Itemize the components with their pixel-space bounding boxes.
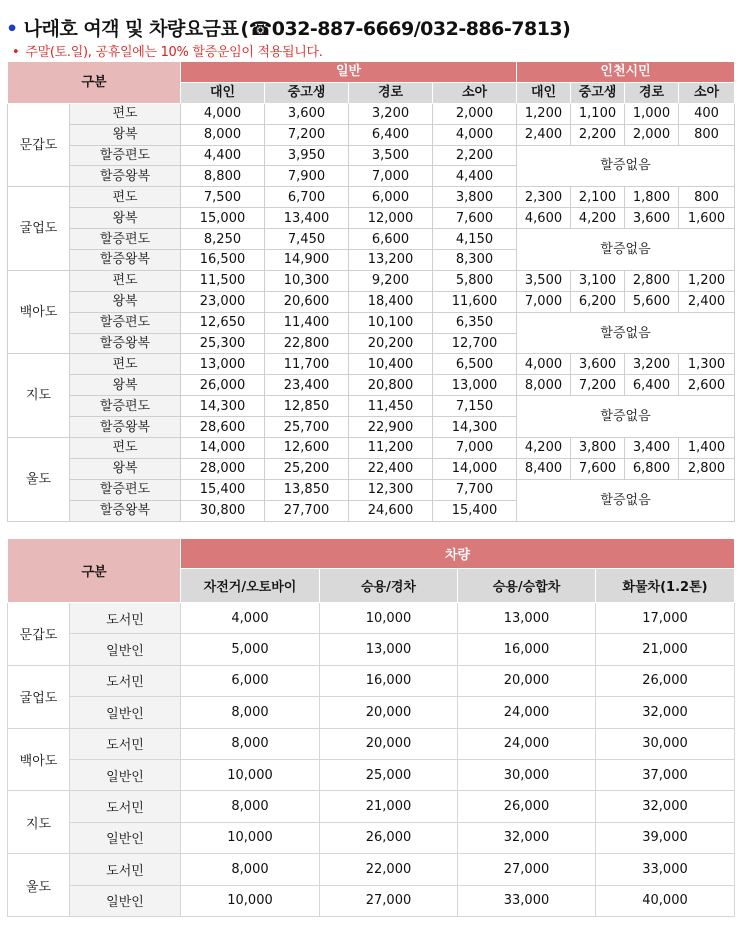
fare-type: 할증왕복	[70, 417, 181, 438]
vehicle-fare: 30,000	[596, 728, 735, 759]
citizen-fare: 3,200	[625, 354, 679, 375]
no-surcharge-label: 할증없음	[517, 312, 735, 354]
general-fare: 28,600	[181, 417, 265, 438]
citizen-fare: 2,100	[571, 187, 625, 208]
general-fare: 2,200	[433, 145, 517, 166]
table-row	[8, 822, 735, 853]
general-fare: 26,000	[181, 375, 265, 396]
resident-type: 일반인	[70, 822, 181, 853]
table-row	[8, 479, 735, 500]
header-citizen-child: 소아	[679, 82, 735, 103]
fare-type: 할증편도	[70, 479, 181, 500]
citizen-fare: 5,600	[625, 291, 679, 312]
fare-type: 편도	[70, 103, 181, 124]
citizen-fare: 2,000	[625, 124, 679, 145]
general-fare: 11,450	[349, 396, 433, 417]
fare-type: 할증왕복	[70, 333, 181, 354]
general-fare: 6,350	[433, 312, 517, 333]
fare-type: 왕복	[70, 291, 181, 312]
no-surcharge-label: 할증없음	[517, 145, 735, 187]
general-fare: 4,400	[181, 145, 265, 166]
general-fare: 20,800	[349, 375, 433, 396]
citizen-fare: 1,600	[679, 208, 735, 229]
general-fare: 9,200	[349, 270, 433, 291]
table-row	[8, 634, 735, 665]
citizen-fare: 1,200	[517, 103, 571, 124]
vehicle-fare: 32,000	[596, 791, 735, 822]
vehicle-fare: 26,000	[320, 822, 458, 853]
general-fare: 6,500	[433, 354, 517, 375]
title-bullet: •	[6, 18, 18, 40]
citizen-fare: 6,800	[625, 458, 679, 479]
table-row	[8, 124, 735, 145]
general-fare: 13,400	[265, 208, 349, 229]
vehicle-fare: 20,000	[458, 665, 596, 696]
citizen-fare: 2,800	[625, 270, 679, 291]
citizen-fare: 7,000	[517, 291, 571, 312]
vehicle-header-truck: 화물차(1.2톤)	[596, 569, 735, 603]
no-surcharge-label: 할증없음	[517, 229, 735, 271]
passenger-fare-table	[7, 61, 735, 522]
citizen-fare: 1,400	[679, 438, 735, 459]
general-fare: 4,400	[433, 166, 517, 187]
table-row	[8, 291, 735, 312]
vehicle-fare: 26,000	[596, 665, 735, 696]
general-fare: 6,600	[349, 229, 433, 250]
fare-type: 할증왕복	[70, 500, 181, 521]
vehicle-fare: 33,000	[458, 885, 596, 916]
vehicle-fare: 32,000	[458, 822, 596, 853]
citizen-fare: 3,600	[625, 208, 679, 229]
general-fare: 7,900	[265, 166, 349, 187]
general-fare: 24,600	[349, 500, 433, 521]
general-fare: 7,150	[433, 396, 517, 417]
general-fare: 4,000	[433, 124, 517, 145]
vehicle-fare: 22,000	[320, 854, 458, 885]
vehicle-fare: 8,000	[181, 697, 320, 728]
citizen-fare: 2,800	[679, 458, 735, 479]
table-row	[8, 603, 735, 634]
header-citizen: 인천시민	[517, 62, 735, 83]
general-fare: 4,000	[181, 103, 265, 124]
vehicle-fare-table	[7, 538, 735, 917]
citizen-fare: 7,600	[571, 458, 625, 479]
general-fare: 8,250	[181, 229, 265, 250]
fare-type: 편도	[70, 270, 181, 291]
general-fare: 6,400	[349, 124, 433, 145]
general-fare: 8,000	[181, 124, 265, 145]
general-fare: 11,200	[349, 438, 433, 459]
citizen-fare: 2,400	[679, 291, 735, 312]
general-fare: 4,150	[433, 229, 517, 250]
general-fare: 11,700	[265, 354, 349, 375]
table-row	[8, 697, 735, 728]
general-fare: 11,500	[181, 270, 265, 291]
table-row	[8, 187, 735, 208]
vehicle-fare: 21,000	[320, 791, 458, 822]
general-fare: 11,600	[433, 291, 517, 312]
table-row	[8, 885, 735, 916]
fare-type: 할증편도	[70, 229, 181, 250]
phone-numbers: (☎032-887-6669/032-886-7813)	[240, 18, 571, 40]
citizen-fare: 400	[679, 103, 735, 124]
table-row	[8, 665, 735, 696]
citizen-fare: 3,400	[625, 438, 679, 459]
resident-type: 일반인	[70, 885, 181, 916]
header-general-child: 소아	[433, 82, 517, 103]
general-fare: 15,400	[433, 500, 517, 521]
general-fare: 13,000	[181, 354, 265, 375]
general-fare: 28,000	[181, 458, 265, 479]
resident-type: 도서민	[70, 791, 181, 822]
vehicle-fare: 16,000	[458, 634, 596, 665]
note-text: 주말(토.일), 공휴일에는 10% 할증운임이 적용됩니다.	[25, 45, 323, 60]
island-name: 지도	[8, 791, 70, 854]
table-row	[8, 759, 735, 790]
general-fare: 20,600	[265, 291, 349, 312]
vehicle-fare: 13,000	[458, 603, 596, 634]
general-fare: 12,000	[349, 208, 433, 229]
vehicle-fare: 8,000	[181, 791, 320, 822]
vehicle-header-group: 차량	[181, 539, 735, 569]
citizen-fare: 7,200	[571, 375, 625, 396]
island-name: 백아도	[8, 270, 70, 354]
general-fare: 12,650	[181, 312, 265, 333]
citizen-fare: 8,400	[517, 458, 571, 479]
table-row	[8, 854, 735, 885]
vehicle-fare: 8,000	[181, 728, 320, 759]
general-fare: 7,000	[349, 166, 433, 187]
resident-type: 일반인	[70, 634, 181, 665]
fare-type: 편도	[70, 187, 181, 208]
general-fare: 30,800	[181, 500, 265, 521]
header-general-senior: 경로	[349, 82, 433, 103]
table-row	[8, 791, 735, 822]
citizen-fare: 3,100	[571, 270, 625, 291]
general-fare: 23,000	[181, 291, 265, 312]
general-fare: 25,700	[265, 417, 349, 438]
island-name: 굴업도	[8, 665, 70, 728]
general-fare: 7,600	[433, 208, 517, 229]
general-fare: 15,400	[181, 479, 265, 500]
island-name: 문갑도	[8, 103, 70, 187]
vehicle-fare: 10,000	[181, 885, 320, 916]
general-fare: 7,500	[181, 187, 265, 208]
general-fare: 13,850	[265, 479, 349, 500]
general-fare: 14,000	[181, 438, 265, 459]
general-fare: 6,000	[349, 187, 433, 208]
general-fare: 20,200	[349, 333, 433, 354]
general-fare: 8,800	[181, 166, 265, 187]
header-citizen-adult: 대인	[517, 82, 571, 103]
note-bullet: •	[12, 45, 20, 60]
page-title	[6, 14, 736, 40]
citizen-fare: 2,400	[517, 124, 571, 145]
citizen-fare: 6,200	[571, 291, 625, 312]
table-row	[8, 458, 735, 479]
vehicle-fare: 10,000	[320, 603, 458, 634]
citizen-fare: 3,500	[517, 270, 571, 291]
general-fare: 23,400	[265, 375, 349, 396]
fare-type: 왕복	[70, 124, 181, 145]
general-fare: 3,500	[349, 145, 433, 166]
table-row	[8, 208, 735, 229]
citizen-fare: 800	[679, 187, 735, 208]
table-row	[8, 312, 735, 333]
resident-type: 도서민	[70, 665, 181, 696]
general-fare: 6,700	[265, 187, 349, 208]
fare-type: 편도	[70, 438, 181, 459]
vehicle-fare: 39,000	[596, 822, 735, 853]
island-name: 울도	[8, 438, 70, 522]
general-fare: 3,800	[433, 187, 517, 208]
general-fare: 5,800	[433, 270, 517, 291]
vehicle-fare: 27,000	[458, 854, 596, 885]
citizen-fare: 4,200	[571, 208, 625, 229]
general-fare: 13,200	[349, 250, 433, 271]
general-fare: 3,600	[265, 103, 349, 124]
citizen-fare: 4,200	[517, 438, 571, 459]
citizen-fare: 6,400	[625, 375, 679, 396]
fare-type: 할증편도	[70, 312, 181, 333]
citizen-fare: 4,000	[517, 354, 571, 375]
general-fare: 15,000	[181, 208, 265, 229]
fare-type: 할증왕복	[70, 166, 181, 187]
no-surcharge-label: 할증없음	[517, 396, 735, 438]
table-row	[8, 103, 735, 124]
island-name: 백아도	[8, 728, 70, 791]
header-citizen-senior: 경로	[625, 82, 679, 103]
citizen-fare: 2,300	[517, 187, 571, 208]
citizen-fare: 4,600	[517, 208, 571, 229]
general-fare: 3,200	[349, 103, 433, 124]
table-row	[8, 229, 735, 250]
general-fare: 10,300	[265, 270, 349, 291]
vehicle-fare: 32,000	[596, 697, 735, 728]
general-fare: 11,400	[265, 312, 349, 333]
island-name: 굴업도	[8, 187, 70, 271]
vehicle-fare: 20,000	[320, 728, 458, 759]
general-fare: 14,300	[433, 417, 517, 438]
vehicle-fare: 6,000	[181, 665, 320, 696]
vehicle-header-bike: 자전거/오토바이	[181, 569, 320, 603]
vehicle-fare: 30,000	[458, 759, 596, 790]
vehicle-fare: 16,000	[320, 665, 458, 696]
fare-type: 왕복	[70, 208, 181, 229]
table-row	[8, 375, 735, 396]
vehicle-fare: 8,000	[181, 854, 320, 885]
general-fare: 7,000	[433, 438, 517, 459]
table-row	[8, 438, 735, 459]
general-fare: 12,850	[265, 396, 349, 417]
header-general-student: 중고생	[265, 82, 349, 103]
no-surcharge-label: 할증없음	[517, 479, 735, 521]
header-general: 일반	[181, 62, 517, 83]
vehicle-fare: 4,000	[181, 603, 320, 634]
vehicle-header-compact: 승용/경차	[320, 569, 458, 603]
general-fare: 13,000	[433, 375, 517, 396]
general-fare: 14,900	[265, 250, 349, 271]
general-fare: 8,300	[433, 250, 517, 271]
general-fare: 12,700	[433, 333, 517, 354]
general-fare: 16,500	[181, 250, 265, 271]
island-name: 문갑도	[8, 603, 70, 666]
vehicle-fare: 33,000	[596, 854, 735, 885]
table-row	[8, 270, 735, 291]
vehicle-fare: 24,000	[458, 697, 596, 728]
general-fare: 12,600	[265, 438, 349, 459]
general-fare: 2,000	[433, 103, 517, 124]
fare-type: 편도	[70, 354, 181, 375]
vehicle-fare: 26,000	[458, 791, 596, 822]
citizen-fare: 1,100	[571, 103, 625, 124]
citizen-fare: 2,200	[571, 124, 625, 145]
resident-type: 일반인	[70, 759, 181, 790]
general-fare: 22,800	[265, 333, 349, 354]
fare-type: 할증왕복	[70, 250, 181, 271]
citizen-fare: 1,000	[625, 103, 679, 124]
general-fare: 7,700	[433, 479, 517, 500]
fare-type: 왕복	[70, 458, 181, 479]
vehicle-fare: 5,000	[181, 634, 320, 665]
citizen-fare: 800	[679, 124, 735, 145]
resident-type: 도서민	[70, 728, 181, 759]
fare-type: 왕복	[70, 375, 181, 396]
vehicle-fare: 17,000	[596, 603, 735, 634]
general-fare: 10,400	[349, 354, 433, 375]
vehicle-fare: 13,000	[320, 634, 458, 665]
citizen-fare: 1,800	[625, 187, 679, 208]
general-fare: 18,400	[349, 291, 433, 312]
vehicle-fare: 10,000	[181, 822, 320, 853]
surcharge-note	[12, 41, 732, 59]
fare-type: 할증편도	[70, 145, 181, 166]
resident-type: 일반인	[70, 697, 181, 728]
general-fare: 14,000	[433, 458, 517, 479]
vehicle-fare: 10,000	[181, 759, 320, 790]
general-fare: 3,950	[265, 145, 349, 166]
general-fare: 25,300	[181, 333, 265, 354]
island-name: 울도	[8, 854, 70, 917]
general-fare: 27,700	[265, 500, 349, 521]
citizen-fare: 3,800	[571, 438, 625, 459]
vehicle-fare: 20,000	[320, 697, 458, 728]
vehicle-header-van: 승용/승합차	[458, 569, 596, 603]
general-fare: 22,400	[349, 458, 433, 479]
general-fare: 7,200	[265, 124, 349, 145]
header-citizen-student: 중고생	[571, 82, 625, 103]
general-fare: 14,300	[181, 396, 265, 417]
title-text: 나래호 여객 및 차량요금표	[23, 18, 239, 40]
vehicle-fare: 21,000	[596, 634, 735, 665]
header-category: 구분	[8, 62, 181, 104]
citizen-fare: 2,600	[679, 375, 735, 396]
general-fare: 22,900	[349, 417, 433, 438]
table-row	[8, 354, 735, 375]
header-general-adult: 대인	[181, 82, 265, 103]
vehicle-fare: 25,000	[320, 759, 458, 790]
vehicle-fare: 27,000	[320, 885, 458, 916]
general-fare: 7,450	[265, 229, 349, 250]
general-fare: 10,100	[349, 312, 433, 333]
citizen-fare: 3,600	[571, 354, 625, 375]
general-fare: 25,200	[265, 458, 349, 479]
vehicle-fare: 40,000	[596, 885, 735, 916]
table-row	[8, 396, 735, 417]
citizen-fare: 8,000	[517, 375, 571, 396]
vehicle-fare: 37,000	[596, 759, 735, 790]
resident-type: 도서민	[70, 854, 181, 885]
general-fare: 12,300	[349, 479, 433, 500]
vehicle-header-category: 구분	[8, 539, 181, 603]
citizen-fare: 1,300	[679, 354, 735, 375]
citizen-fare: 1,200	[679, 270, 735, 291]
resident-type: 도서민	[70, 603, 181, 634]
table-row	[8, 728, 735, 759]
island-name: 지도	[8, 354, 70, 438]
fare-type: 할증편도	[70, 396, 181, 417]
table-row	[8, 145, 735, 166]
vehicle-fare: 24,000	[458, 728, 596, 759]
